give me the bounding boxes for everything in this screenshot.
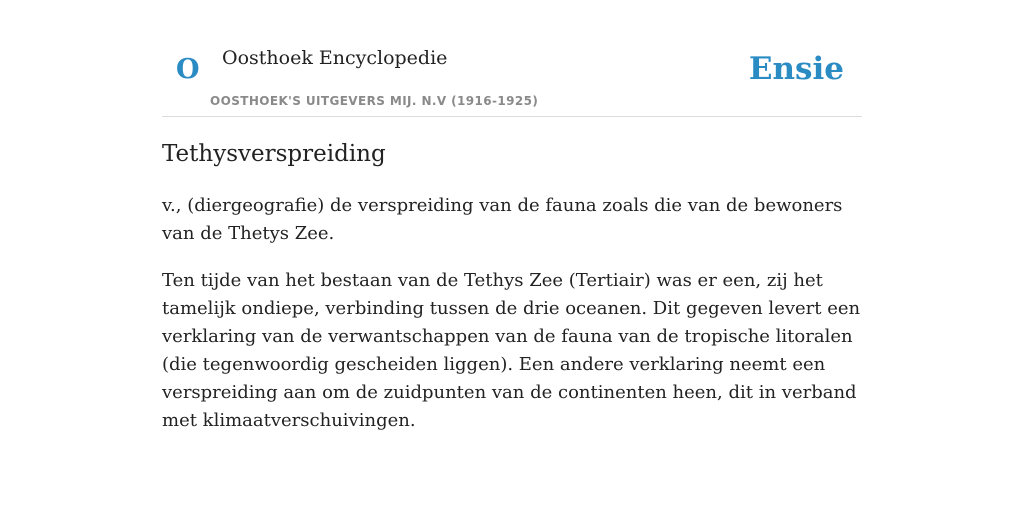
source-title[interactable]: Oosthoek Encyclopedie [222, 47, 448, 69]
source-logo[interactable]: O [176, 54, 200, 85]
entry-content [162, 138, 862, 454]
page-header [162, 0, 862, 117]
ensie-logo-link[interactable]: Ensie [748, 51, 844, 87]
entry-title: Tethysverspreiding [162, 141, 386, 167]
entry-paragraph: Ten tijde van het bestaan van de Tethys Zee (Tertiair) was er een, zij het tamelijk ondiepe, verbinding tussen de drie oceanen. Dit gegeven levert een verklaring van de verwantschappen van de fauna van de tropische litoralen (die tegenwoordig gescheiden liggen). Een andere verklaring neemt een verspreiding aan om de zuidpunten van de continenten heen, dit in verband met klimaatverschuivingen. [162, 270, 861, 431]
source-subtitle: OOSTHOEK'S UITGEVERS MIJ. N.V (1916-1925) [210, 94, 539, 108]
entry-paragraph: v., (diergeografie) de verspreiding van de fauna zoals die van de bewoners van de Thetys Zee. [162, 195, 843, 244]
